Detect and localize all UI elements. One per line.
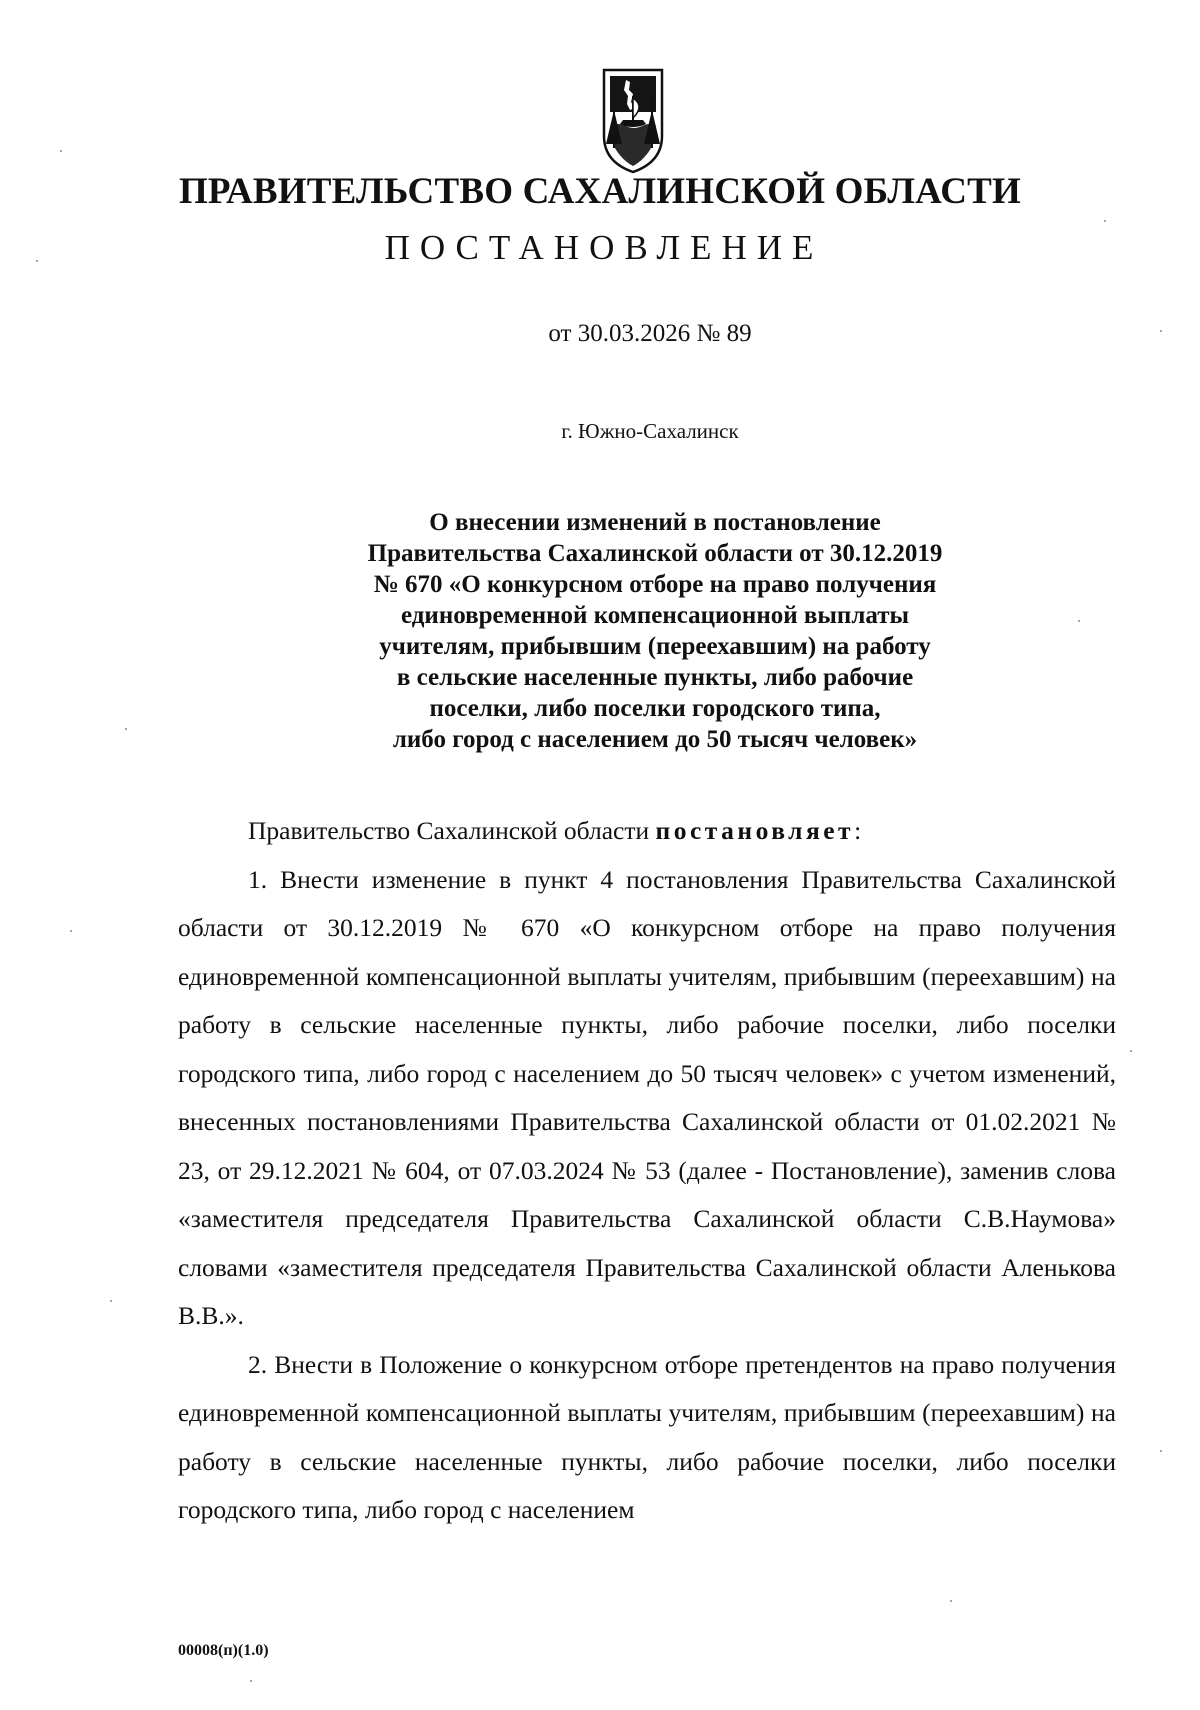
subject-line: № 670 «О конкурсном отборе на право получения (373, 571, 937, 598)
form-code: 00008(п)(1.0) (178, 1642, 269, 1659)
scan-speck (36, 260, 38, 262)
document-body (178, 807, 1116, 1535)
subject-line: Правительства Сахалинской области от 30.12.2019 (367, 540, 943, 567)
document-type-title: ПОСТАНОВЛЕНИЕ (384, 228, 824, 267)
scan-speck (125, 728, 127, 730)
preamble-colon: : (854, 816, 862, 845)
document-subject (180, 507, 1120, 755)
scan-speck (1160, 1450, 1162, 1452)
scan-speck (70, 930, 72, 932)
scan-speck (1104, 220, 1106, 222)
subject-line: единовременной компенсационной выплаты (401, 602, 909, 629)
subject-line: поселки, либо поселки городского типа, (429, 695, 881, 722)
paragraph-2: 2. Внести в Положение о конкурсном отборе претендентов на право получения единовременной компенсационной выплаты учителям, прибывшим (переехавшим) на работу в сельские населенные пункты, либо рабочие поселки, либо поселки городского типа, либо город с населением (178, 1349, 1116, 1524)
scan-speck (110, 1300, 112, 1302)
paragraph-1: 1. Внести изменение в пункт 4 постановления Правительства Сахалинской области от 30.12.2019 № 670 «О конкурсном отборе на право получения единовременной компенсационной выплаты учителям, прибывшим (переехавшим) на работу в сельские населенные пункты, либо рабочие поселки, либо поселки городского типа, либо город с населением до 50 тысяч человек» с учетом изменений, внесенных постановлениями Правительства Сахалинской области от 01.02.2021 № 23, от 29.12.2021 № 604, от 07.03.2024 № 53 (далее - Постановление), заменив слова «заместителя председателя Правительства Сахалинской области С.В.Наумова» словами «заместителя председателя Правительства Сахалинской области Аленькова В.В.». (178, 864, 1116, 1330)
subject-line: в сельские населенные пункты, либо рабочие (396, 664, 914, 691)
scan-speck (60, 150, 62, 152)
preamble-decree-word: постановляет (655, 816, 855, 845)
scan-speck (1078, 620, 1080, 622)
subject-line: либо город с населением до 50 тысяч человек» (392, 726, 918, 753)
subject-line: учителям, прибывшим (переехавшим) на работу (379, 633, 931, 660)
scan-speck (1130, 1050, 1132, 1052)
scan-speck (950, 1600, 952, 1602)
document-date-number: от 30.03.2026 № 89 (548, 320, 752, 347)
government-name: ПРАВИТЕЛЬСТВО САХАЛИНСКОЙ ОБЛАСТИ (178, 171, 1022, 212)
sakhalin-coat-of-arms-icon (600, 66, 710, 180)
scan-speck (250, 1680, 252, 1682)
document-city: г. Южно-Сахалинск (561, 419, 739, 443)
preamble-text: Правительство Сахалинской области (248, 816, 656, 845)
scan-speck (1160, 330, 1162, 332)
subject-line: О внесении изменений в постановление (429, 509, 881, 536)
preamble (178, 807, 1116, 856)
